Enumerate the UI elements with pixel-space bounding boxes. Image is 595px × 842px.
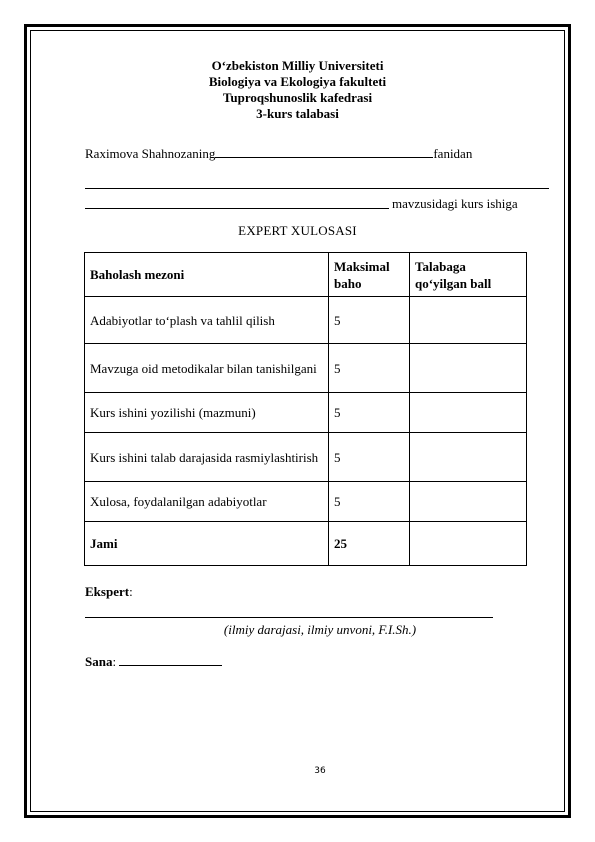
max-score-cell: 5 xyxy=(329,344,410,393)
criterion-cell: Adabiyotlar to‘plash va tahlil qilish xyxy=(85,297,329,344)
student-line xyxy=(85,146,472,162)
table-row xyxy=(85,297,527,344)
document-header xyxy=(0,58,595,122)
page-number: 36 xyxy=(314,766,326,776)
faculty-name: Biologiya va Ekologiya fakulteti xyxy=(208,74,387,89)
expert-line xyxy=(85,584,133,600)
expert-label: Ekspert xyxy=(85,584,130,599)
student-name: Raximova Shahnozaning xyxy=(85,146,216,161)
table-row xyxy=(85,482,527,522)
criterion-cell: Kurs ishini yozilishi (mazmuni) xyxy=(85,393,329,433)
total-given-score[interactable] xyxy=(410,522,527,566)
expert-caption: (ilmiy darajasi, ilmiy unvoni, F.I.Sh.) xyxy=(223,622,417,637)
table-total-row xyxy=(85,522,527,566)
given-score-cell[interactable] xyxy=(410,433,527,482)
max-score-cell: 5 xyxy=(329,433,410,482)
table-row xyxy=(85,433,527,482)
assessment-table xyxy=(84,252,527,566)
date-label: Sana xyxy=(85,654,113,669)
subject-blank[interactable] xyxy=(215,146,433,158)
header-given-score: Talabaga qo‘yilgan ball xyxy=(410,253,527,297)
criterion-cell: Kurs ishini talab darajasida rasmiylashtirish xyxy=(85,433,329,482)
given-score-cell[interactable] xyxy=(410,393,527,433)
course-label: 3-kurs talabasi xyxy=(256,106,339,121)
given-score-cell[interactable] xyxy=(410,297,527,344)
table-row xyxy=(85,393,527,433)
given-score-cell[interactable] xyxy=(410,344,527,393)
total-max-score: 25 xyxy=(329,522,410,566)
date-blank[interactable] xyxy=(119,654,222,666)
table-row xyxy=(85,344,527,393)
department-name: Tuproqshunoslik kafedrasi xyxy=(222,90,373,105)
date-colon: : xyxy=(112,654,117,669)
document-title: EXPERT XULOSASI xyxy=(238,223,357,238)
topic-suffix: mavzusidagi kurs ishiga xyxy=(392,196,518,211)
university-name: O‘zbekiston Milliy Universiteti xyxy=(211,58,384,73)
table-header-row xyxy=(85,253,527,297)
criterion-cell: Mavzuga oid metodikalar bilan tanishilgani xyxy=(85,344,329,393)
topic-blank-line-1[interactable] xyxy=(85,188,549,189)
header-criterion: Baholash mezoni xyxy=(85,253,329,297)
expert-signature-line[interactable] xyxy=(85,617,493,618)
date-line xyxy=(85,654,222,670)
header-max-score: Maksimal baho xyxy=(329,253,410,297)
subject-suffix: fanidan xyxy=(433,146,473,161)
max-score-cell: 5 xyxy=(329,297,410,344)
given-score-cell[interactable] xyxy=(410,482,527,522)
max-score-cell: 5 xyxy=(329,482,410,522)
max-score-cell: 5 xyxy=(329,393,410,433)
criterion-cell: Xulosa, foydalanilgan adabiyotlar xyxy=(85,482,329,522)
expert-colon: : xyxy=(129,584,133,599)
total-label: Jami xyxy=(85,522,329,566)
topic-blank-line-2[interactable] xyxy=(85,208,389,209)
